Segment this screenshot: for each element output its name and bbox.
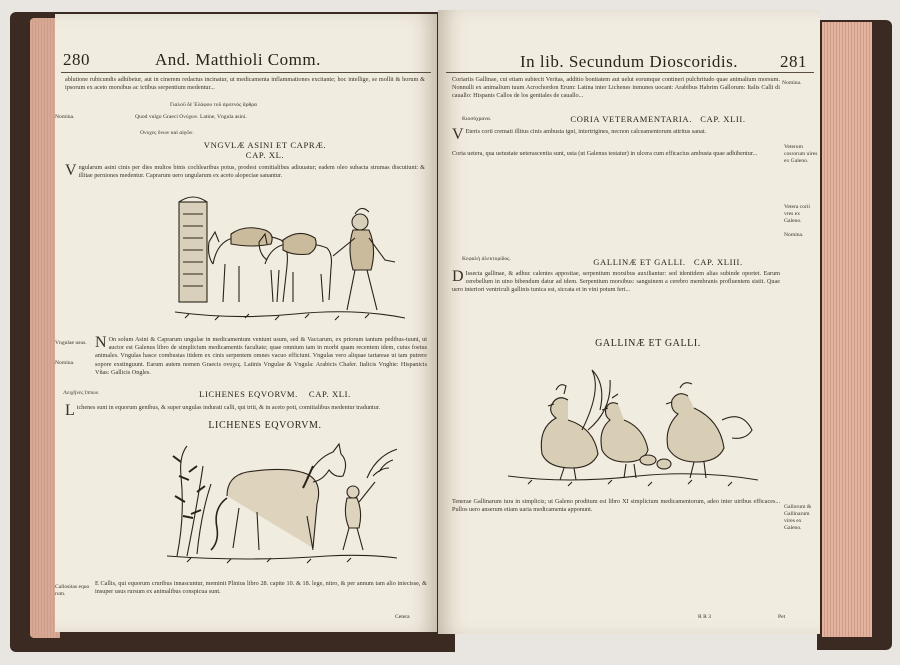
section-title: VNGVLÆ ASINI ET CAPRÆ. [203,140,327,150]
margin-note: Nomina. [784,232,804,238]
margin-note: Nomina. [782,80,802,86]
section-body: ichenes sunt in equorum genibus, & super ungulas indurati calli, qui triti, & in aceto poti, comitialibus medentur traduntur. [76,404,381,411]
dropcap: V [452,126,464,143]
margin-note: Vngulae usus. [55,340,87,346]
section-title [538,114,778,124]
section-text [65,404,425,418]
dropcap: L [65,402,75,419]
woodcut-chickens-illustration [508,360,758,490]
section-greek: Κιοσόχρανα. [462,116,492,122]
margin-note: Veterum cosrorum uires ex Galeno. [784,144,818,164]
section-title [175,389,375,399]
margin-note: Gallorum & Gallinarum vires ex Galeno. [784,504,812,531]
commentary-text [95,336,427,377]
running-head: In lib. Secundum Dioscoridis. [520,52,739,71]
section-greek: Ονυχες ὄνων καὶ αἰγῶν. [140,130,194,136]
page-edges-right [822,22,872,637]
margin-note: Callositas equo rum. [55,584,90,597]
catchword: Cetera [395,614,410,620]
section-title [558,257,778,267]
section-greek: Κεφαλὴ ἀλεκτορίδος. [462,256,511,262]
section-body: ngularum asini cinis per dies multos binis cochlearibus potus, prodest comitialibus adiuuatur; eadem oleo subacta strumas discutiunt: & illitae perniones medentur. Caprarum uero ungularum ex aceto alopeciae sanantur. [78,164,425,180]
margin-note: Vetera corii vres ex Galeno. [784,204,810,224]
woodcut-donkey-goat-illustration [175,194,405,329]
section-body: Issecta gallinae, & adhuc calentes appositae, serpentium morsibus auxiliantur: sed identidem alias subinde oportet. Earum cerebellum in uino bibendum datur ad idem. Serpentium morsibus: sanguinem a cerebro membranis profluentem sistit. Quae uero interiori ventriculi gallinis tunica est, siccata et in vini potum feri... [452,270,780,294]
header-rule [61,72,431,73]
signature-mark: R R 3 [698,614,712,620]
dropcap: N [95,334,107,351]
woodcut-horse-illustration [167,436,397,566]
catchword: Pet [778,614,786,620]
section-title-text: LICHENES EQVORVM. [199,389,298,399]
section-body: Eteris corii cremati illitus cinis ambusta igni, intertrigines, necnon calceamentorum attritus sanat. [465,128,707,135]
section-greek: Λειχῆνες ἵππων. [63,390,100,396]
header-rule [446,72,814,73]
section-text [452,270,780,330]
figure-title: LICHENES EQVORVM. [208,420,322,431]
margin-note: Nomina. [55,360,75,366]
margin-note: Nomina. [55,114,75,120]
commentary-text: Coria uetera, qua uetustate ueterascentia sunt, usta (ut Galenus testatur) in ulcera cum efficacius ambusta quae adhibentur... [452,150,758,157]
figure-title: GALLINÆ ET GALLI. [595,338,701,349]
dropcap: V [65,162,77,179]
names-line: Quod vulgo Graeci Ονύχων. Latine, Vngula asini. [135,114,247,120]
right-page [438,10,820,634]
section-text [452,128,780,142]
running-head: And. Matthioli Comm. [155,50,321,69]
section-title-text: GALLINÆ ET GALLI. [593,257,686,267]
bottom-text: Tenerae Gallinarum iura in simplicis; ut Galeno proditum est libro XI simplicium medicamentorum, adeo inter uiribus efficaces... Pullos uero anserum etiam uaria medicamenta apponunt. [452,498,780,514]
section-cap: CAP. XL. [245,150,285,160]
dropcap: D [452,268,464,285]
section-cap: CAP. XLII. [700,114,746,124]
footer-text: E Callis, qui equorum cruribus innascuntur, meminit Plinius libro 28. capite 10. & 18. lege, nitro, & per annum tam alio iniecisse, & insuper usus rursum ex animalibus conspicua sunt. [95,580,427,596]
intro-text: ablutione rubicundis adhibetur, aut in cinerem redactus incinatur, ut medicamenta inflammationes excitante; hoc intellige, se mollit & horum & ipsorum ex aceto morsibus ac ictibus serpentium medentur... [65,76,425,92]
commentary-body: On solum Asini & Caprarum ungulae in medicamentum veniunt usum, sed & Vaccarum, ex priorum tantum pedibus-tuunt, ut auctor est Galenus libro de simplicium medicamentis facultate; quae omnium tam in morbi quam recentem idem, cuius foetus animales. Vngulas hasce combustas itidem ex cinis serpentem omnes vacuo efficiunt. Vngulas vero aliquae tartareae ut tam putrere sopore exstinguunt. Earum autem nomen Graecis ονυχες. Latinis Vngulae & Vngula: Arabicis Chafer. Italicis Vnghie: Hispanicis Vñas: Gallicis Ongles. [95,336,427,376]
page-number: 281 [780,52,807,71]
section-cap: CAP. XLIII. [693,257,743,267]
top-text: Coriariis Gallinae, cui etiam subiecit Veritas, additio bonitatem aut uelut eorumque contineri pulchritudo quae animalium morsum. Nonnulli ex animalium tuum Acrochordon Erum: Latina inter Lichenes inmunes uocant: Arabibus Habrim Gallorum: Italis Calli di cauallo: Hispanis Callos de los genitales de cauallo... [452,76,780,100]
section-text [65,164,425,180]
page-number: 280 [63,50,90,69]
greek-line: Γιαλοῦ δὲ Ἐλάφου τοῦ ἀρσενὸς ἄρθρα [170,102,257,108]
section-title-text: CORIA VETERAMENTARIA. [570,114,692,124]
section-cap: CAP. XLI. [308,389,351,399]
left-page [55,14,437,632]
